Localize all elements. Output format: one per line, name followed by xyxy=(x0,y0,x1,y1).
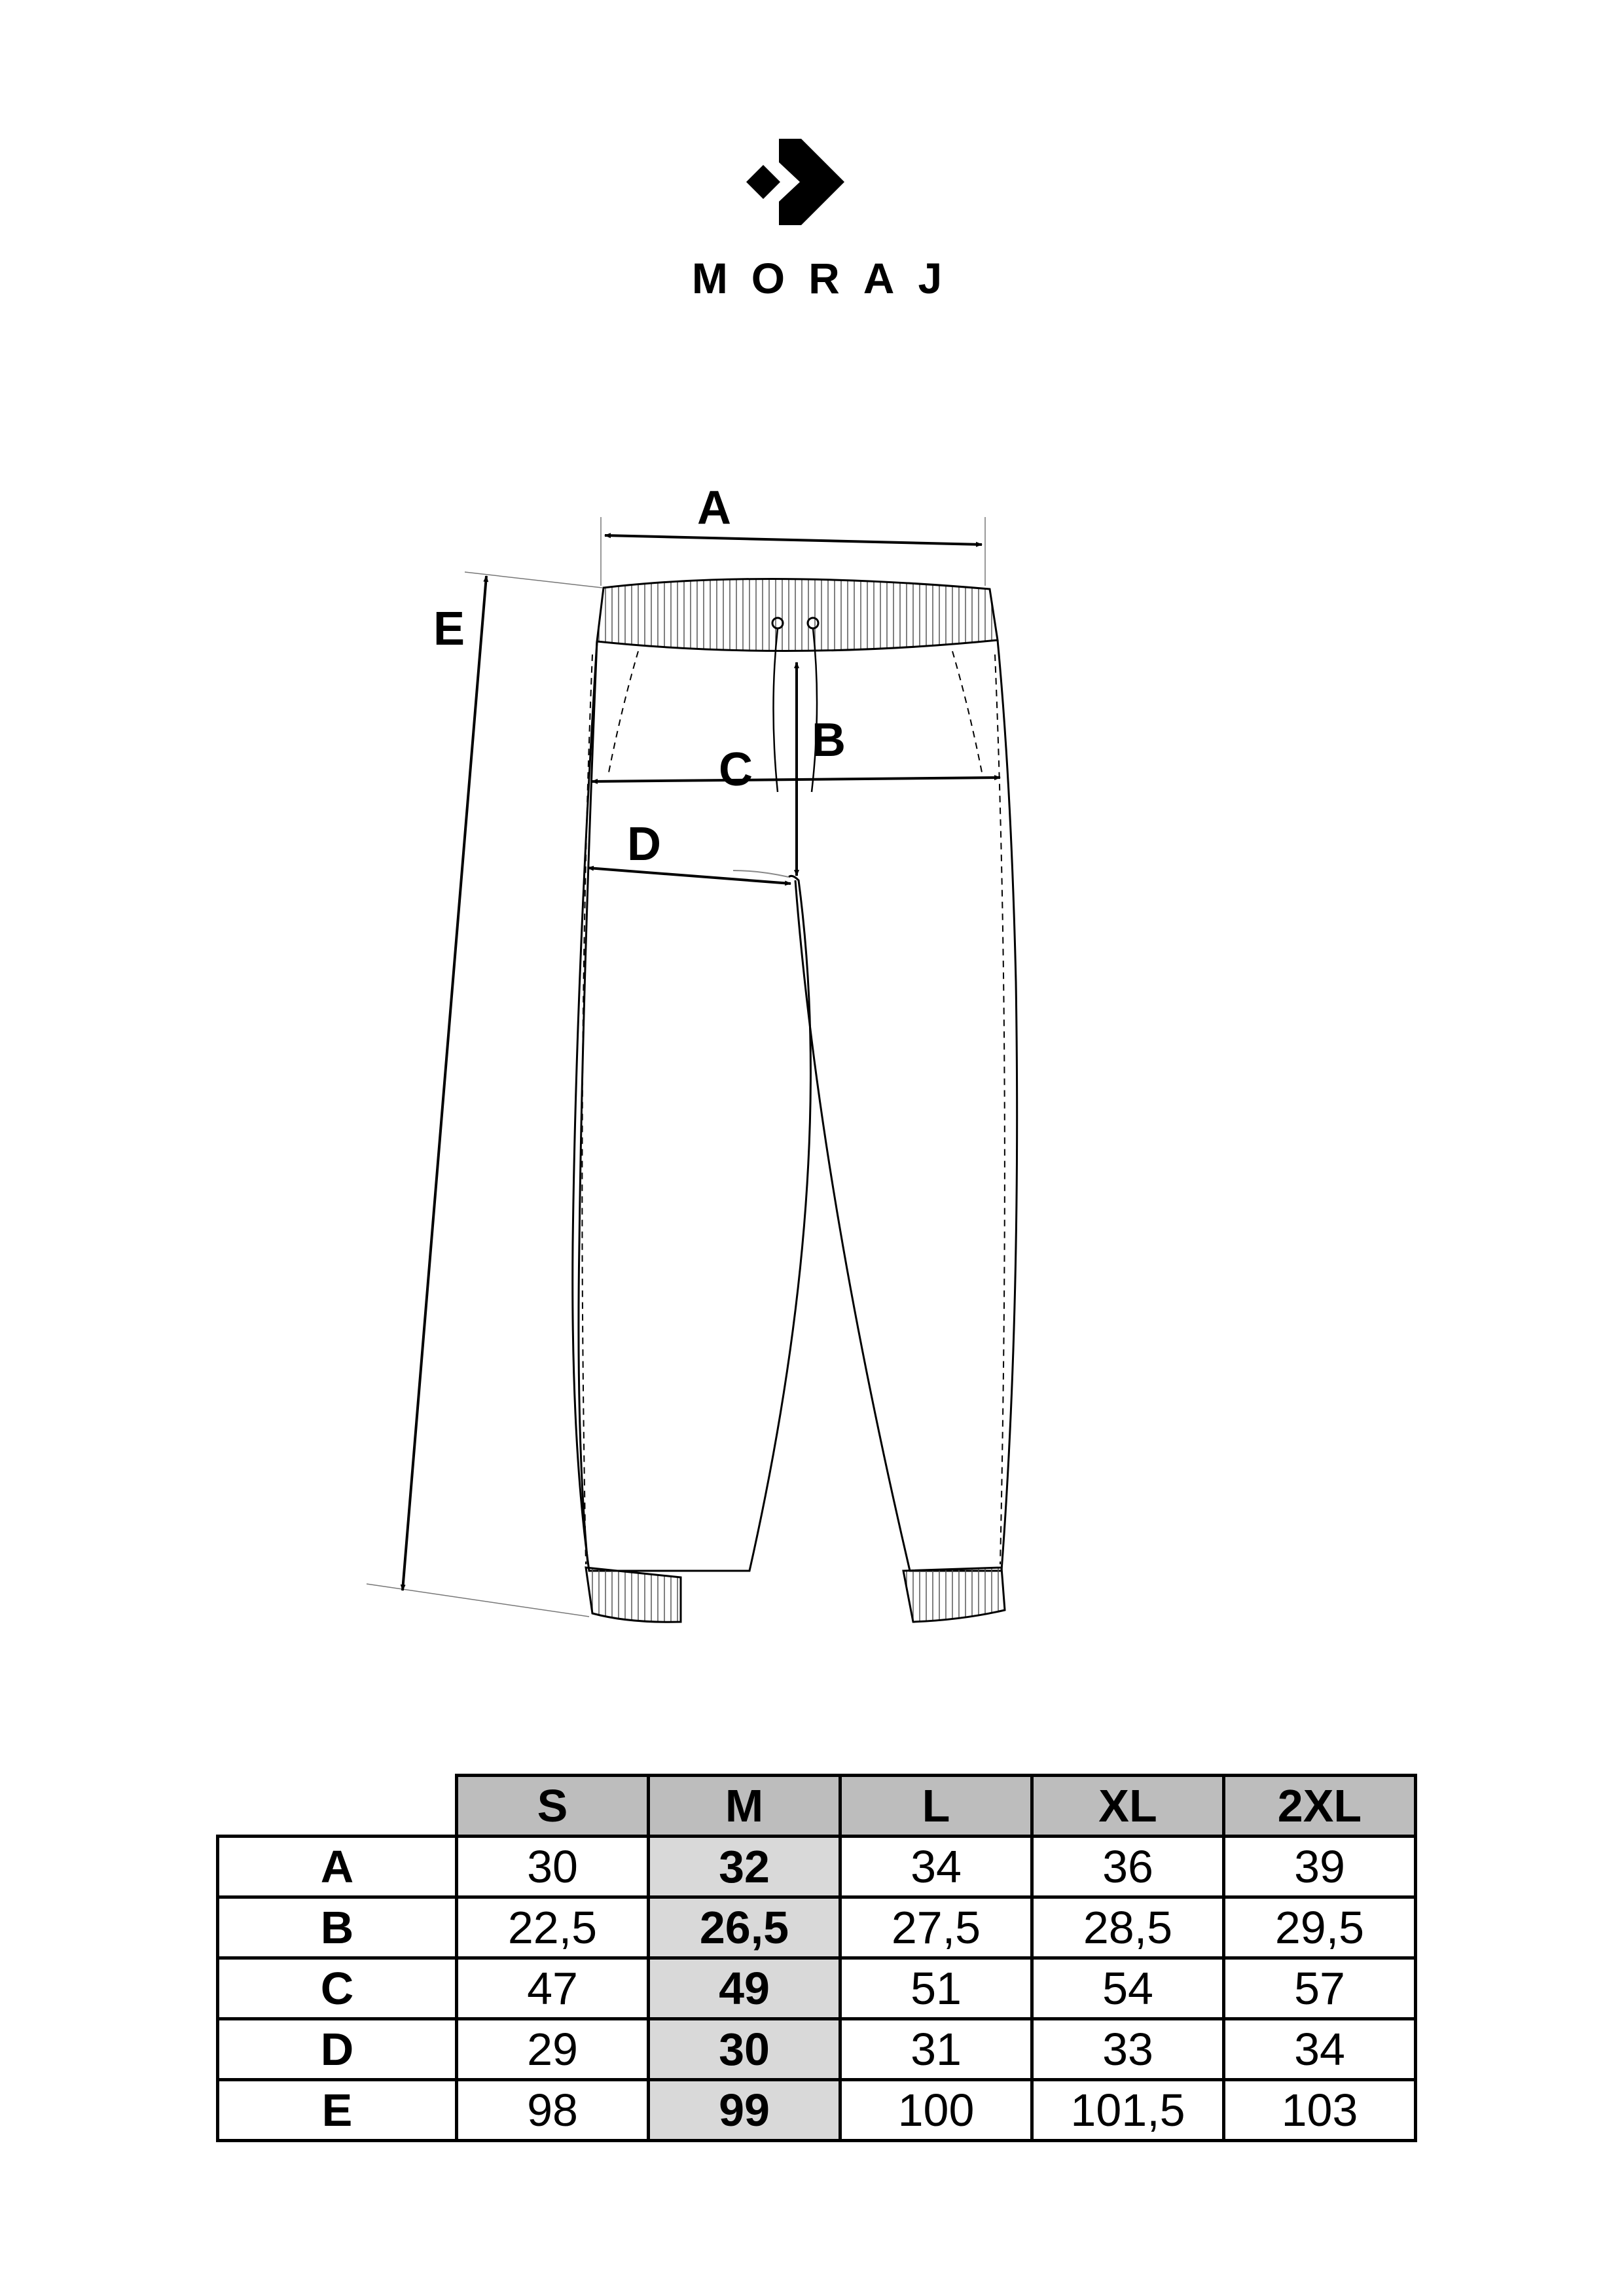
table-row xyxy=(218,1897,1416,1958)
measurement-value-cell: 39 xyxy=(1224,1837,1416,1897)
measurement-value-cell: 47 xyxy=(457,1958,649,2019)
measurement-value-cell: 22,5 xyxy=(457,1897,649,1958)
label-e: E xyxy=(433,603,465,655)
measurement-value-cell: 28,5 xyxy=(1032,1897,1224,1958)
size-header-cell: M xyxy=(649,1776,840,1837)
table-row xyxy=(218,1958,1416,2019)
measurement-value-cell: 31 xyxy=(840,2019,1032,2080)
measurement-value-cell: 49 xyxy=(649,1958,840,2019)
measurement-lines xyxy=(367,517,1000,1617)
size-header-cell: 2XL xyxy=(1224,1776,1416,1837)
size-header-cell: L xyxy=(840,1776,1032,1837)
measurement-value-cell: 33 xyxy=(1032,2019,1224,2080)
measurement-value-cell: 26,5 xyxy=(649,1897,840,1958)
measure-a-line xyxy=(605,535,982,545)
pants-outline xyxy=(573,579,1017,1622)
measure-e-line xyxy=(403,576,486,1590)
label-d: D xyxy=(627,818,661,870)
size-header-cell: XL xyxy=(1032,1776,1224,1837)
measurement-label-cell: A xyxy=(218,1837,457,1897)
measurement-value-cell: 54 xyxy=(1032,1958,1224,2019)
brand-name: MORAJ xyxy=(691,254,966,302)
size-header-cell: S xyxy=(457,1776,649,1837)
measurement-label-cell: E xyxy=(218,2080,457,2141)
table-row xyxy=(218,2019,1416,2080)
measurement-value-cell: 100 xyxy=(840,2080,1032,2141)
measurement-value-cell: 98 xyxy=(457,2080,649,2141)
measurement-value-cell: 27,5 xyxy=(840,1897,1032,1958)
table-corner xyxy=(218,1776,457,1837)
label-b: B xyxy=(812,714,846,766)
measurement-value-cell: 30 xyxy=(457,1837,649,1897)
label-a: A xyxy=(697,482,731,534)
measurement-label-cell: C xyxy=(218,1958,457,2019)
measurement-value-cell: 30 xyxy=(649,2019,840,2080)
measurement-value-cell: 34 xyxy=(1224,2019,1416,2080)
measurement-label-cell: B xyxy=(218,1897,457,1958)
measurement-value-cell: 103 xyxy=(1224,2080,1416,2141)
measurement-value-cell: 57 xyxy=(1224,1958,1416,2019)
measure-d-line xyxy=(588,868,791,884)
size-header-row xyxy=(218,1776,1416,1837)
measurement-value-cell: 36 xyxy=(1032,1837,1224,1897)
measurement-value-cell: 29,5 xyxy=(1224,1897,1416,1958)
measurement-value-cell: 101,5 xyxy=(1032,2080,1224,2141)
measurement-value-cell: 99 xyxy=(649,2080,840,2141)
size-table xyxy=(216,1774,1417,2142)
measurement-label-cell: D xyxy=(218,2019,457,2080)
measurement-value-cell: 51 xyxy=(840,1958,1032,2019)
measurement-value-cell: 29 xyxy=(457,2019,649,2080)
label-c: C xyxy=(719,744,753,796)
measurement-value-cell: 32 xyxy=(649,1837,840,1897)
table-row xyxy=(218,1837,1416,1897)
table-row xyxy=(218,2080,1416,2141)
measurement-value-cell: 34 xyxy=(840,1837,1032,1897)
